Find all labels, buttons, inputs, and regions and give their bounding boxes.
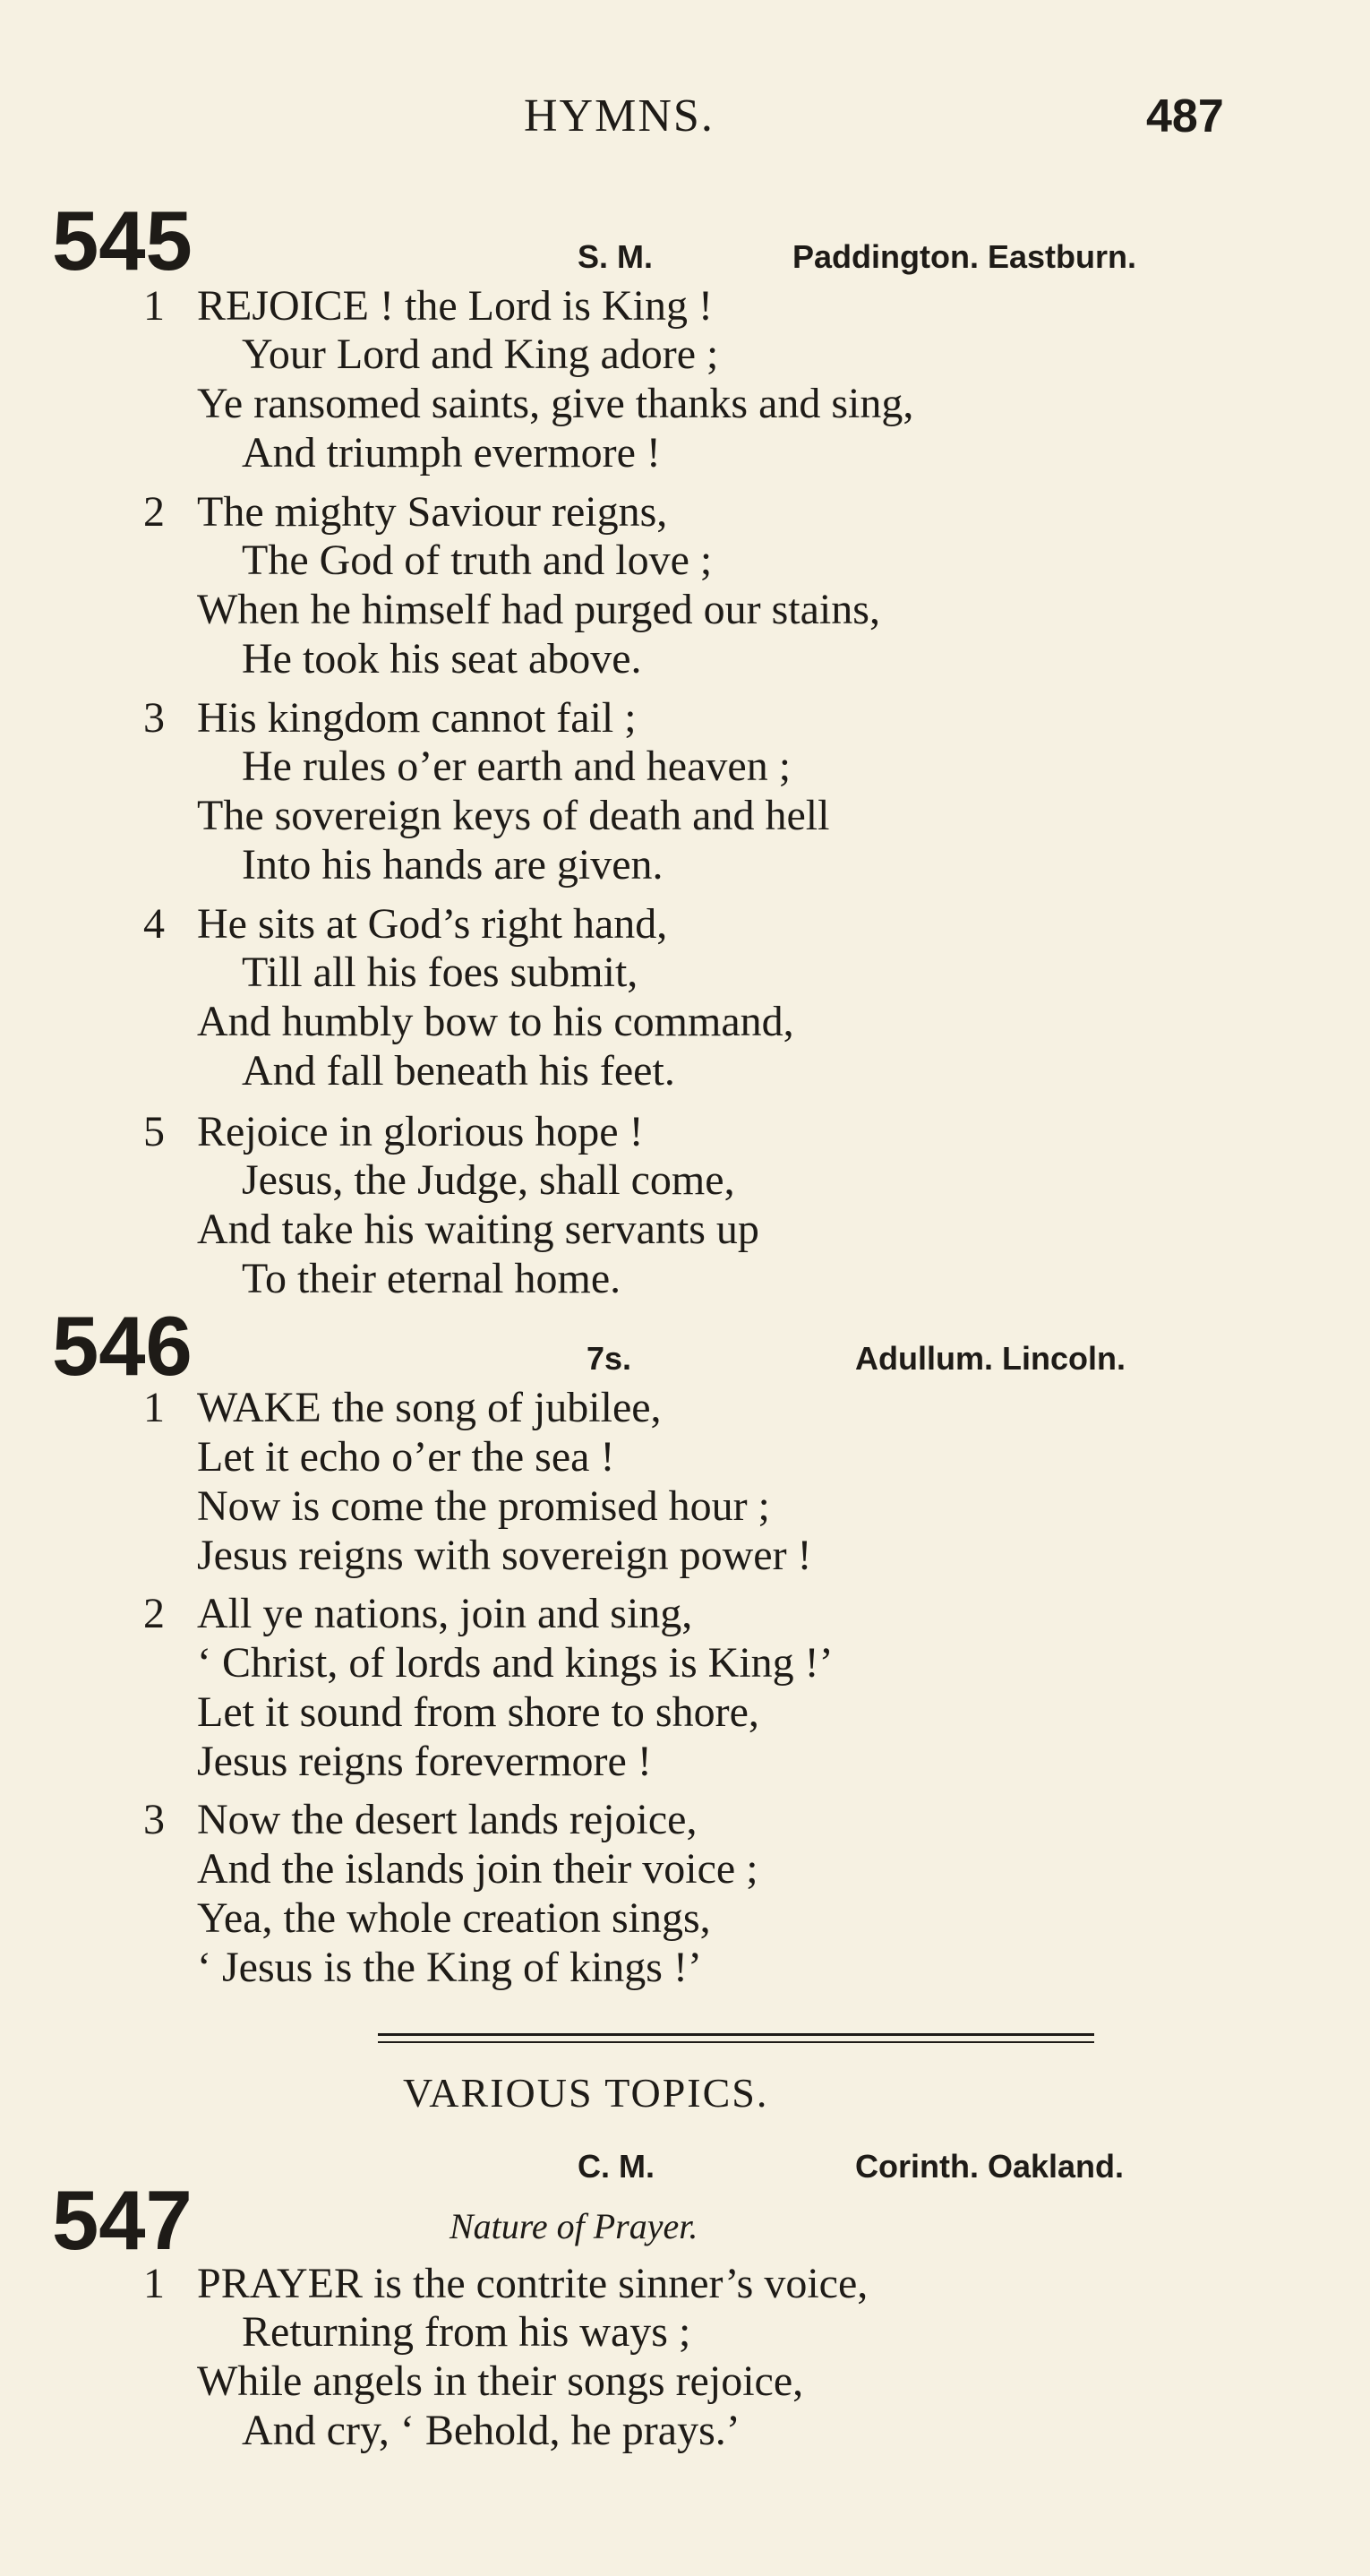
section-divider-top	[378, 2033, 1094, 2036]
verse-line: Ye ransomed saints, give thanks and sing,	[197, 380, 914, 427]
verse-line: His kingdom cannot fail ;	[197, 694, 637, 742]
verse-line: And the islands join their voice ;	[197, 1845, 758, 1893]
verse-line: And triumph evermore !	[242, 429, 661, 477]
page-number: 487	[1146, 90, 1224, 142]
verse-line: And humbly bow to his command,	[197, 998, 794, 1045]
hymn-tunes: Corinth. Oakland.	[855, 2148, 1125, 2185]
verse-line: To their eternal home.	[242, 1255, 621, 1302]
hymn-tunes: Adullum. Lincoln.	[855, 1340, 1126, 1377]
running-title: HYMNS.	[524, 90, 715, 142]
hymn-subtitle: Nature of Prayer.	[450, 2206, 698, 2246]
verse-line: While angels in their songs rejoice,	[197, 2357, 804, 2405]
verse-line: REJOICE ! the Lord is King !	[197, 282, 713, 330]
verse-line: He took his seat above.	[242, 635, 642, 683]
verse-line: Your Lord and King adore ;	[242, 331, 719, 378]
verse-line: WAKE the song of jubilee,	[197, 1384, 662, 1431]
verse-number: 2	[143, 1590, 165, 1637]
verse-line: Let it echo o’er the sea !	[197, 1433, 615, 1481]
hymn-meter: C. M.	[578, 2148, 655, 2185]
section-divider-bottom	[378, 2041, 1094, 2043]
verse-line: And fall beneath his feet.	[242, 1047, 675, 1095]
verse-number: 1	[143, 2260, 165, 2307]
verse-line: Into his hands are given.	[242, 841, 664, 889]
section-heading: VARIOUS TOPICS.	[403, 2070, 769, 2116]
hymn-number: 547	[52, 2173, 193, 2267]
verse-line: Till all his foes submit,	[242, 949, 638, 996]
verse-line: Rejoice in glorious hope !	[197, 1108, 644, 1155]
verse-line: He rules o’er earth and heaven ;	[242, 743, 792, 790]
verse-line: Now is come the promised hour ;	[197, 1482, 770, 1530]
verse-line: And take his waiting servants up	[197, 1206, 759, 1253]
verse-line: Now the desert lands rejoice,	[197, 1796, 698, 1843]
verse-line: Jesus reigns with sovereign power !	[197, 1532, 812, 1579]
hymn-tunes: Paddington. Eastburn.	[792, 238, 1136, 275]
verse-line: When he himself had purged our stains,	[197, 586, 880, 633]
verse-line: Jesus reigns forevermore !	[197, 1738, 652, 1785]
verse-number: 2	[143, 488, 165, 536]
verse-number: 5	[143, 1108, 165, 1155]
verse-line: The sovereign keys of death and hell	[197, 792, 830, 839]
verse-line: ‘ Christ, of lords and kings is King !’	[197, 1639, 834, 1687]
verse-number: 4	[143, 900, 165, 948]
verse-number: 3	[143, 1796, 165, 1843]
verse-line: And cry, ‘ Behold, he prays.’	[242, 2407, 741, 2454]
verse-line: Returning from his ways ;	[242, 2308, 691, 2356]
verse-line: Let it sound from shore to shore,	[197, 1688, 759, 1736]
hymn-number: 545	[52, 193, 193, 288]
verse-line: The mighty Saviour reigns,	[197, 488, 668, 536]
page-header	[0, 90, 1370, 152]
verse-line: Yea, the whole creation sings,	[197, 1894, 711, 1942]
verse-number: 1	[143, 1384, 165, 1431]
verse-line: The God of truth and love ;	[242, 537, 713, 584]
verse-line: Jesus, the Judge, shall come,	[242, 1156, 735, 1204]
hymn-meter: S. M.	[578, 238, 654, 275]
hymn-meter: 7s.	[587, 1340, 632, 1377]
hymn-number: 546	[52, 1299, 193, 1393]
verse-number: 3	[143, 694, 165, 742]
verse-line: All ye nations, join and sing,	[197, 1590, 693, 1637]
verse-line: He sits at God’s right hand,	[197, 900, 668, 948]
verse-number: 1	[143, 282, 165, 330]
verse-line: ‘ Jesus is the King of kings !’	[197, 1944, 702, 1991]
verse-line: PRAYER is the contrite sinner’s voice,	[197, 2260, 869, 2307]
